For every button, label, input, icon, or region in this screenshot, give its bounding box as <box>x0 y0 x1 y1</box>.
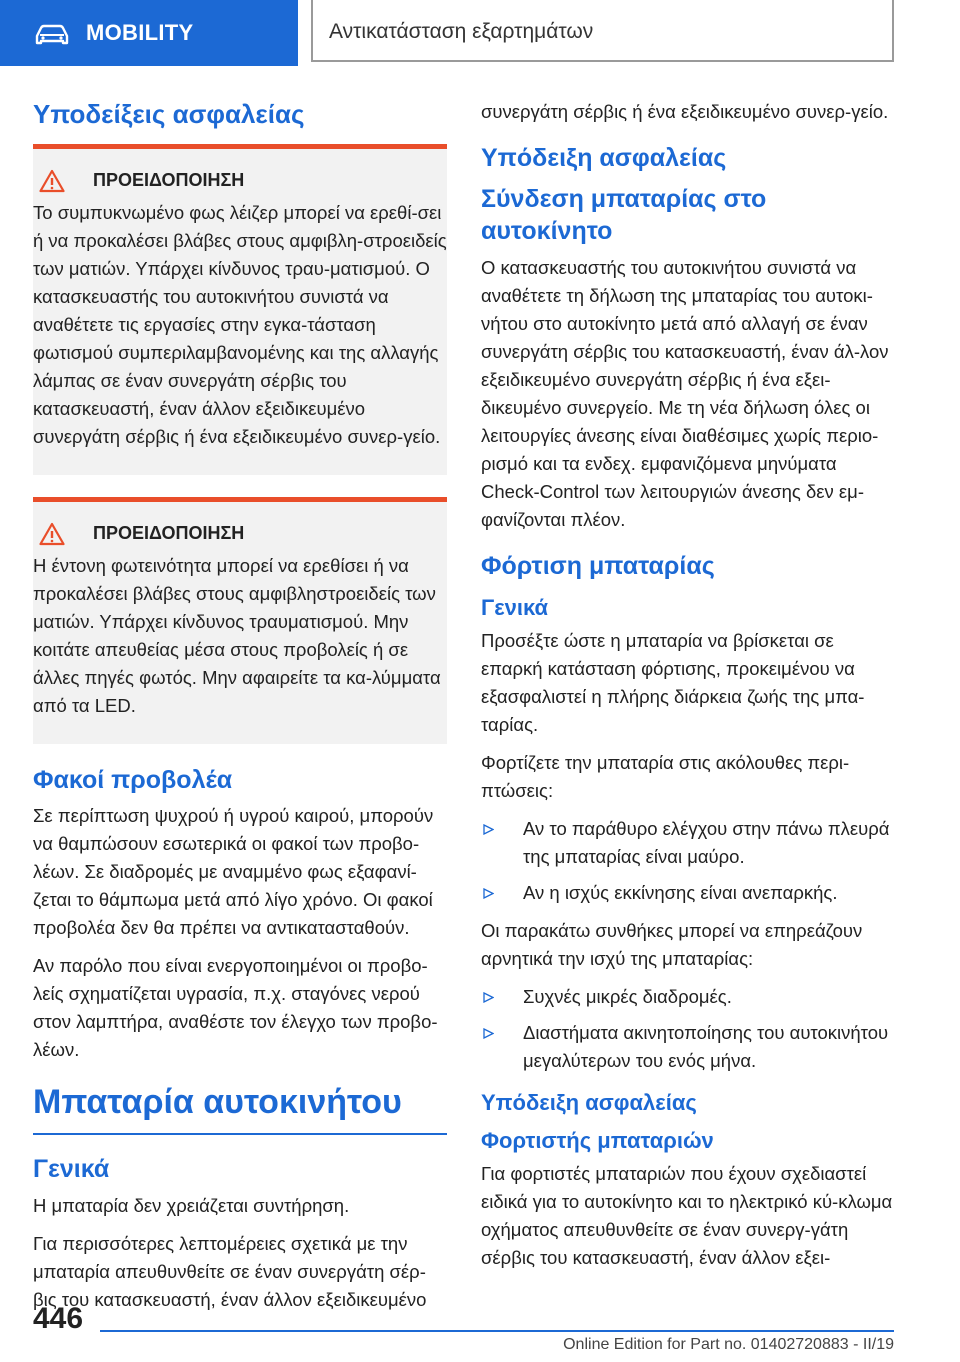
warning-text: Η έντονη φωτεινότητα μπορεί να ερεθίσει ή να προκαλέσει βλάβες στους αμφιβληστροειδείς των ματιών. Υπάρχει κίνδυνος τραυματισμού. Μην κοιτάτε απευθείας μέσα στους προβολείς ή σε άλλες πηγές φωτός. Μην αφαιρείτε τα κα-λύμματα από τα LED. <box>33 554 441 716</box>
list-item-text: Διαστήματα ακινητοποίησης του αυτοκινήτου μεγαλύτερων του ενός μήνα. <box>523 1021 889 1071</box>
list-item <box>481 879 895 907</box>
lenses-heading: Φακοί προβολέα <box>33 765 233 794</box>
left-column <box>33 98 447 1324</box>
list-item <box>481 983 895 1011</box>
warning-box <box>33 497 447 744</box>
warning-triangle-icon <box>39 169 65 193</box>
warning-title-row <box>33 522 447 546</box>
footer-divider <box>100 1330 894 1332</box>
chargers-heading: Φορτιστής μπαταριών <box>481 1128 714 1154</box>
car-icon <box>34 24 70 46</box>
paragraph: Αν παρόλο που είναι ενεργοποιημένοι οι προβο-λείς σχηματίζεται υγρασία, π.χ. σταγόνες νερού στον λαμπτήρα, αναθέστε τον έλεγχο των προβο-λέων. <box>33 955 438 1061</box>
bullet-triangle-icon <box>483 992 494 1003</box>
list-item-text: Συχνές μικρές διαδρομές. <box>523 985 732 1007</box>
list-item-text: Αν το παράθυρο ελέγχου στην πάνω πλευρά της μπαταρίας είναι μαύρο. <box>523 817 890 867</box>
warning-title: ΠΡΟΕΙΔΟΠΟΙΗΣΗ <box>93 170 245 191</box>
bullet-triangle-icon <box>483 1028 494 1039</box>
warning-text: Το συμπυκνωμένο φως λέιζερ μπορεί να ερεθί-σει ή να προκαλέσει βλάβες στους αμφιβλη-στροειδείς των ματιών. Υπάρχει κίνδυνος τραυ-ματισμού. Ο κατασκευαστής του αυτοκινήτου συνιστά να αναθέτετε τις εργασίες στην εγκα-τάσταση φωτισμού συμπεριλαμβανομένης και της αλλαγής λάμπας σε έναν συνεργάτη σέρβις του κατασκευαστή, έναν άλλον εξειδικευμένο συνεργάτη σέρβις ή ένα εξειδικευμένο συνερ-γείο. <box>33 201 447 447</box>
charging-heading: Φόρτιση μπαταρίας <box>481 551 715 580</box>
charging-list <box>481 815 895 907</box>
paragraph: συνεργάτη σέρβις ή ένα εξειδικευμένο συνερ-γείο. <box>481 101 889 122</box>
warning-title: ΠΡΟΕΙΔΟΠΟΙΗΣΗ <box>93 523 245 544</box>
list-item-text: Αν η ισχύς εκκίνησης είναι ανεπαρκής. <box>523 881 838 903</box>
general-heading: Γενικά <box>481 595 549 620</box>
paragraph: Η μπαταρία δεν χρειάζεται συντήρηση. <box>33 1194 350 1216</box>
list-item <box>481 815 895 871</box>
section-tab <box>0 0 298 66</box>
safety-note-heading: Υπόδειξη ασφαλείας <box>481 1089 697 1115</box>
conditions-list <box>481 983 895 1075</box>
edition-note: Online Edition for Part no. 01402720883 - II/19 <box>563 1336 894 1353</box>
chapter-tab <box>311 0 894 62</box>
page-number: 446 <box>33 1302 84 1335</box>
safety-heading: Υποδείξεις ασφαλείας <box>33 99 305 129</box>
safety-note-heading: Υπόδειξη ασφαλείας <box>481 144 727 172</box>
list-item <box>481 1019 895 1075</box>
chapter-title: Αντικατάσταση εξαρτημάτων <box>329 20 594 43</box>
page-header <box>0 0 960 66</box>
bullet-triangle-icon <box>483 888 494 899</box>
warning-triangle-icon <box>39 522 65 546</box>
paragraph: Για περισσότερες λεπτομέρειες σχετικά με την μπαταρία απευθυνθείτε σε έναν συνεργάτη σέρ-βις του κατασκευαστή, έναν άλλον εξειδικευμένο <box>33 1232 427 1310</box>
paragraph: Προσέξτε ώστε η μπαταρία να βρίσκεται σε επαρκή κατάσταση φόρτισης, προκειμένου να εξασφαλιστεί η πλήρης διάρκεια ζωής της μπα-ταρίας. <box>481 629 865 735</box>
general-heading: Γενικά <box>33 1155 110 1184</box>
section-label: MOBILITY <box>86 20 194 45</box>
right-column <box>481 98 895 1282</box>
battery-heading: Μπαταρία αυτοκινήτου <box>33 1082 447 1135</box>
paragraph: Σε περίπτωση ψυχρού ή υγρού καιρού, μπορούν να θαμπώσουν εσωτερικά οι φακοί των προβο-λέων. Σε διαδρομές με αναμμένο φως εξαφανί-ζεται το θάμπωμα μετά από λίγο χρόνο. Οι φακοί προβολέα δεν θα πρέπει να αντικατασταθούν. <box>33 805 434 939</box>
paragraph: Οι παρακάτω συνθήκες μπορεί να επηρεάζουν αρνητικά την ισχύ της μπαταρίας: <box>481 919 863 969</box>
paragraph: Φορτίζετε την μπαταρία στις ακόλουθες περι-πτώσεις: <box>481 751 850 801</box>
paragraph: Ο κατασκευαστής του αυτοκινήτου συνιστά να αναθέτετε τη δήλωση της μπαταρίας του αυτοκι-νήτου στο αυτοκίνητο μετά από αλλαγή σε έναν συνεργάτη σέρβις του κατασκευαστή, έναν άλ-λον εξειδικευμένο συνεργάτη σέρβις ή ένα εξει-δικευμένο συνεργείο. Με τη νέα δήλωση όλες οι λειτουργίες άνεσης είναι διαθέσιμες χωρίς περιο-ρισμό και τα ενδεχ. εμφανιζόμενα μηνύματα Check-Control των λειτουργιών άνεσης δεν εμ-φανίζονται πλέον. <box>481 256 889 530</box>
warning-box <box>33 144 447 475</box>
paragraph: Για φορτιστές μπαταριών που έχουν σχεδιαστεί ειδικά για το αυτοκίνητο και το ηλεκτρικό κύ-κλωμα οχήματος απευθυνθείτε σε έναν συνεργ-γάτη σέρβις του κατασκευαστή, έναν άλλον εξει- <box>481 1162 893 1268</box>
warning-title-row <box>33 169 447 193</box>
connect-heading: Σύνδεση μπαταρίας στο αυτοκίνητο <box>481 184 767 245</box>
bullet-triangle-icon <box>483 824 494 835</box>
